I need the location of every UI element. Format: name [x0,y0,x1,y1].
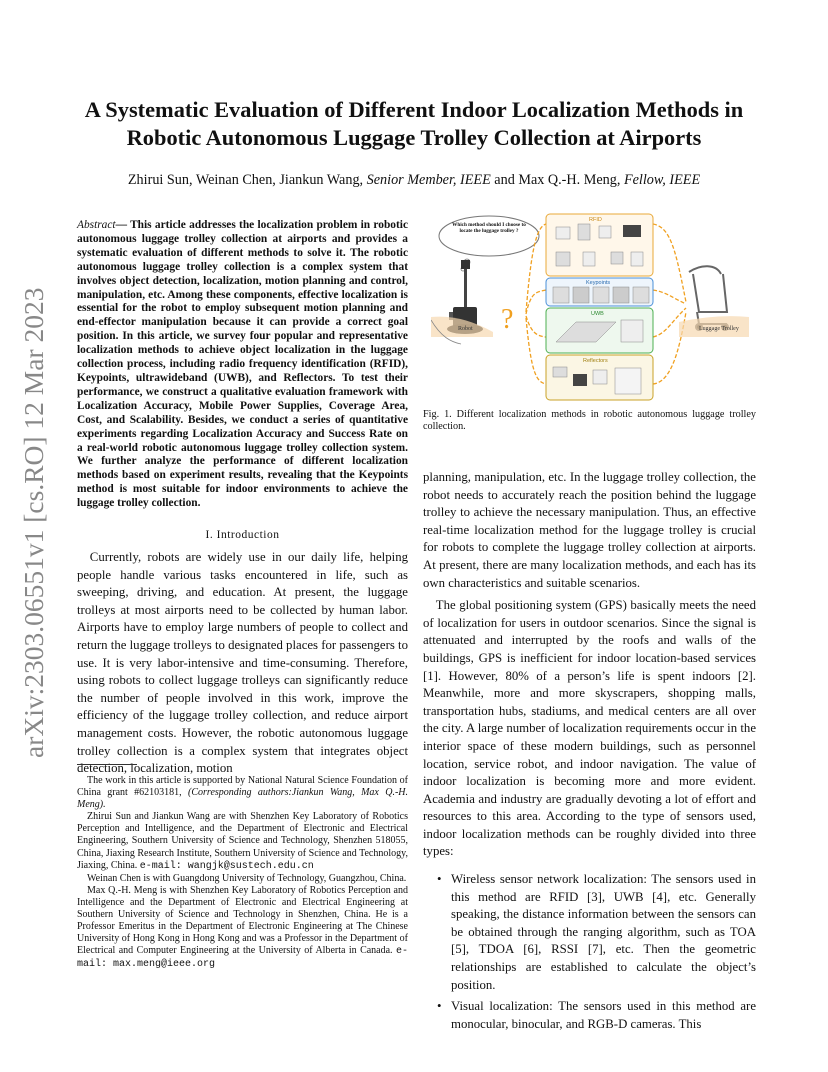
footnote-affiliation-chen: Weinan Chen is with Guangdong University of Technology, Guangzhou, China. [87,872,407,884]
question-mark-icon: ? [501,304,514,335]
arxiv-stamp [10,280,54,760]
email-link[interactable]: e-mail: max.meng@ieee.org [77,946,408,971]
bullet-list [423,871,756,1033]
figure-caption: Fig. 1. Different localization methods in robotic autonomous luggage trolley collection. [423,409,756,433]
author-role-b: Fellow, IEEE [623,172,701,188]
panel-reflectors [546,355,653,400]
author-role-a: Senior Member, IEEE [366,172,491,188]
panel-rfid [546,214,653,276]
footnote-affiliation-sun-wang: Zhirui Sun and Jiankun Wang are with Shenzhen Key Laboratory of Robotics Perception and Intelligence, and the Department of Electronic and Electrical Engineering, Southern University of Science and Technology, Shenzhen 518055, China, Jiaxing Research Institute, Southern University of Science and Technology, Jiaxing, China. e-mail: wangjk@sustech.edu.cn [77,811,408,872]
svg-text:RFID: RFID [589,217,602,223]
paragraph-gps: The global positioning system (GPS) basically meets the need of localization for users in outdoor scenarios. Since the signal is attenuated and interrupted by the roofs and walls of the buildings, GPS is inefficient for indoor location-based services [1]. However, 80% of a person’s life is spent indoors [2]. Meanwhile, more and more skyscrapers, shopping malls, transportation hubs, stadiums, and medical centers are all over the city. A large number of localization requirements occur in the interior space of these modern buildings, such as personnel location, service robot, and indoor navigation. The value of indoor localization is becoming more and more evident. Academia and industry are gradually devoting a lot of effort and resources to this area. According to the type of sensors used, indoor localization methods can be roughly divided into three types: [423,598,756,859]
bubble-text: Which method should I choose to locate the luggage trolley ? [452,222,526,234]
label-trolley: Luggage Trolley [699,326,739,332]
svg-text:Reflectors: Reflectors [583,358,608,364]
panel-uwb [546,308,653,353]
author-names-a: Zhirui Sun, Weinan Chen, Jiankun Wang, [127,172,367,188]
bullet-visual: • Visual localization: The sensors used in this method are monocular, binocular, and RGB-D cameras. This [423,998,756,1033]
svg-text:Keypoints: Keypoints [586,280,611,286]
panel-keypoints [546,278,653,306]
figure-1 [431,212,749,402]
abstract [77,219,408,511]
footnote-affiliation-meng: Max Q.-H. Meng is with Shenzhen Key Laboratory of Robotics Perception and Intelligence and the Department of Electronic and Electrical Engineering at Southern University of Science and Technology in Shenzhen, China. He is a Professor Emeritus in the Department of Electronic Engineering at The Chinese University of Hong Kong in Hong Kong and was a Professor in the Department of Electrical and Computer Engineering at the University of Alberta in Canada. e-mail: max.meng@ieee.org [77,884,408,971]
author-names-b: and Max Q.-H. Meng, [490,172,624,188]
intro-paragraph: Currently, robots are widely use in our daily life, helping people handle various tasks encountered in life, such as sweeping, driving, and education. At present, the luggage trolleys at most airports need to be collected by human labor. Airports have to employ large numbers of people to collect and return the luggage trolleys to designated places for passengers to use. It is very labor-intensive and time-consuming. Therefore, using robots to collect luggage trolleys can significantly reduce the number of people involved in this work, improve the efficiency of the luggage trolley collection, and reduce airport management costs. However, the robotic autonomous luggage trolley collection is a complex system that integrates object detection, localization, motion [77,550,408,776]
footnote-rule [77,764,137,765]
column-2-text [423,469,756,1037]
bullet-wireless: • Wireless sensor network localization: The sensors used in this method are RFID [3], UWB [4], etc. Generally speaking, the distance information between the sensors can be obtained through the ranging algorithm, such as TOA [5], TDOA [6], RSSI [7], etc. Then the geometric relationships are established to calculate the object’s position. [423,871,756,994]
label-robot: Robot [458,326,473,332]
footnotes [77,775,408,972]
paragraph-continued: planning, manipulation, etc. In the luggage trolley collection, the robot needs to accurately reach the position behind the luggage trolley to achieve the necessary manipulation. Thus, an effective real-time localization method for the luggage trolley is crucial for robots to complete the luggage trolley collection at airports. At present, there are many localization methods, and each has its own characteristics and suitable scenarios. [423,470,756,590]
section-heading-introduction: I. Introduction [205,529,280,541]
arxiv-stamp-text: arXiv:2303.06551v1 [cs.RO] 12 Mar 2023 [18,287,49,758]
footnote-funding: The work in this article is supported by National Natural Science Foundation of China grant #62103181, (Corresponding authors:Jiankun Wang, Max Q.-H. Meng). [77,775,408,811]
svg-text:UWB: UWB [591,311,604,317]
email-link[interactable]: e-mail: wangjk@sustech.edu.cn [139,860,314,872]
abstract-lead: Abstract [77,219,116,231]
author-line [60,172,768,189]
paper-title: A Systematic Evaluation of Different Indoor Localization Methods in Robotic Autonomous Luggage Trolley Collection at Airports [84,97,744,150]
abstract-text: — This article addresses the localization problem in robotic autonomous luggage trolley collection at airports and provides a systematic evaluation of different methods to solve it. The robotic autonomous luggage trolley collection is a complex system that involves object detection, localization, motion planning and control, manipulation, etc. Among these components, effective localization is essential for the robot to employ subsequent motion planning and end-effector manipulation because it can provide a correct goal position. In this article, we survey four popular and representative localization methods to achieve object localization in the luggage collection process, including radio frequency identification (RFID), Keypoints, ultrawideband (UWB), and Reflectors. To test their performance, we construct a qualitative evaluation framework with Localization Accuracy, Mobile Power Supplies, Coverage Area, Cost, and Scalability. Besides, we conduct a series of quantitative experiments regarding Localization Accuracy and Success Rate on a real-world robotic autonomous luggage trolley collection system. We further analyze the performance of different localization methods based on experiment results, revealing that the Keypoints method is most suitable for indoor environments to achieve the luggage trolley collection. [77,219,408,510]
